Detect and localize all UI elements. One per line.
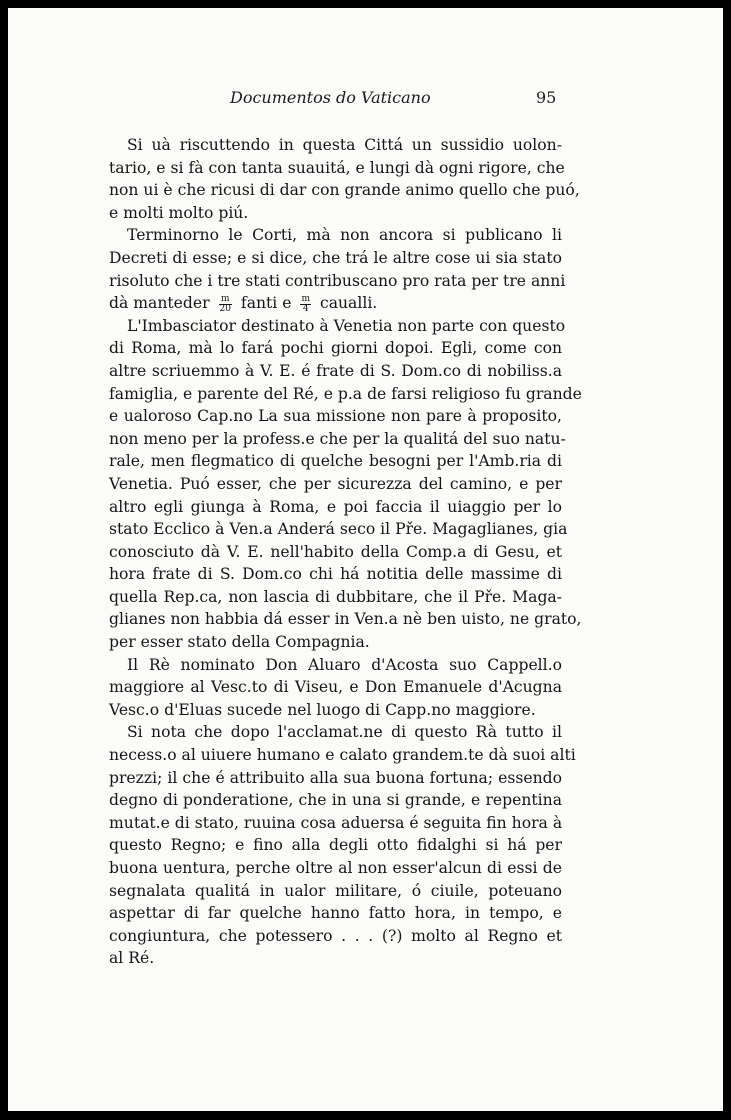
text-line: altre scriuemmo à V. E. é frate di S. Dom.co di nobiliss.a (109, 361, 562, 380)
text-line: per esser stato della Compagnia. (109, 633, 370, 652)
text-line: conosciuto dà V. E. nell'habito della Comp.a di Gesu, et (109, 542, 562, 561)
body-text (109, 134, 582, 970)
fraction-line-middle: fanti e (240, 294, 292, 313)
text-line: Il Rè nominato Don Aluaro d'Acosta suo Cappell.o (127, 655, 562, 674)
paragraph-4 (109, 654, 562, 722)
text-line-fractions (109, 292, 562, 315)
text-line: Si uà riscuttendo in questa Cittá un sussidio uolon- (127, 136, 562, 154)
text-line: non meno per la profess.e che per la qualitá del suo natu- (109, 429, 566, 448)
fraction-m-over-4: $\frac{m}{4}$ (301, 293, 310, 314)
text-line: e ualoroso Cap.no La sua missione non pare à proposito, (109, 407, 562, 426)
text-line: Si nota che dopo l'acclamat.ne di questo Rà tutto il (127, 723, 562, 742)
text-line: hora frate di S. Dom.co chi há notitia delle massime di (109, 565, 562, 584)
text-line: stato Ecclico à Ven.a Anderá seco il Pře. Magaglianes, gia (109, 520, 568, 539)
text-line: buona uentura, perche oltre al non esser'alcun di essi de (109, 859, 562, 877)
text-line: Decreti di esse; e si dice, che trá le altre cose ui sia stato (109, 248, 562, 267)
paragraph-1 (109, 134, 580, 224)
paragraph-2 (109, 224, 566, 314)
page-number: 95 (536, 88, 557, 107)
text-line: segnalata qualitá in ualor militare, ó ciuile, poteuano (109, 881, 562, 900)
document-page (8, 8, 723, 1111)
text-line: non ui è che ricusi di dar con grande animo quello che puó, (109, 181, 580, 200)
fraction-line-before: dà manteder (109, 294, 210, 313)
text-line: al Ré. (109, 949, 155, 968)
text-line: questo Regno; e fino alla degli otto fidalghi si há per (109, 836, 562, 855)
page-header (8, 88, 723, 112)
text-line: rale, men flegmatico di quelche besogni per l'Amb.ria di (109, 452, 562, 471)
text-line: di Roma, mà lo fará pochi giorni dopoi. Egli, come con (109, 339, 562, 358)
text-line: maggiore al Vesc.to di Viseu, e Don Emanuele d'Acugna (109, 678, 562, 697)
text-line: necess.o al uiuere humano e calato grandem.te dà suoi alti (109, 746, 576, 765)
text-line: glianes non habbia dá esser in Ven.a nè ben uisto, ne grato, (109, 610, 582, 629)
text-line: L'Imbasciator destinato à Venetia non parte con questo (127, 316, 566, 335)
text-line: prezzi; il che é attribuito alla sua buona fortuna; essendo (109, 768, 562, 787)
text-line: quella Rep.ca, non lascia di dubbitare, che il Pře. Maga- (109, 587, 562, 606)
text-line: famiglia, e parente del Ré, e p.a de farsi religioso fu grande (109, 384, 582, 403)
text-line: tario, e si fà con tanta suauitá, e lungi dà ogni rigore, che (109, 158, 565, 177)
running-title: Documentos do Vaticano (230, 88, 431, 107)
fraction-line-after: caualli. (319, 294, 378, 313)
text-line: Venetia. Puó esser, che per sicurezza del camino, e per (109, 474, 562, 493)
text-line: aspettar di far quelche hanno fatto hora, in tempo, e (109, 904, 562, 923)
text-line: altro egli giunga à Roma, e poi faccia il uiaggio per lo (109, 497, 562, 516)
paragraph-5 (109, 721, 576, 970)
text-line: congiuntura, che potessero . . . (?) molto al Regno et (109, 926, 562, 945)
text-line: e molti molto piú. (109, 203, 249, 222)
text-line: Vesc.o d'Eluas sucede nel luogo di Capp.no maggiore. (109, 700, 536, 719)
text-line: mutat.e di stato, ruuina cosa aduersa é seguita fin hora à (109, 813, 563, 832)
text-line: degno di ponderatione, che in una si grande, e repentina (109, 791, 562, 810)
paragraph-3 (109, 315, 582, 654)
fraction-m-over-20: $\frac{m}{20}$ (219, 293, 231, 314)
text-line: Terminorno le Corti, mà non ancora si publicano li (127, 226, 562, 245)
text-line: risoluto che i tre stati contribuscano pro rata per tre anni (109, 271, 566, 290)
